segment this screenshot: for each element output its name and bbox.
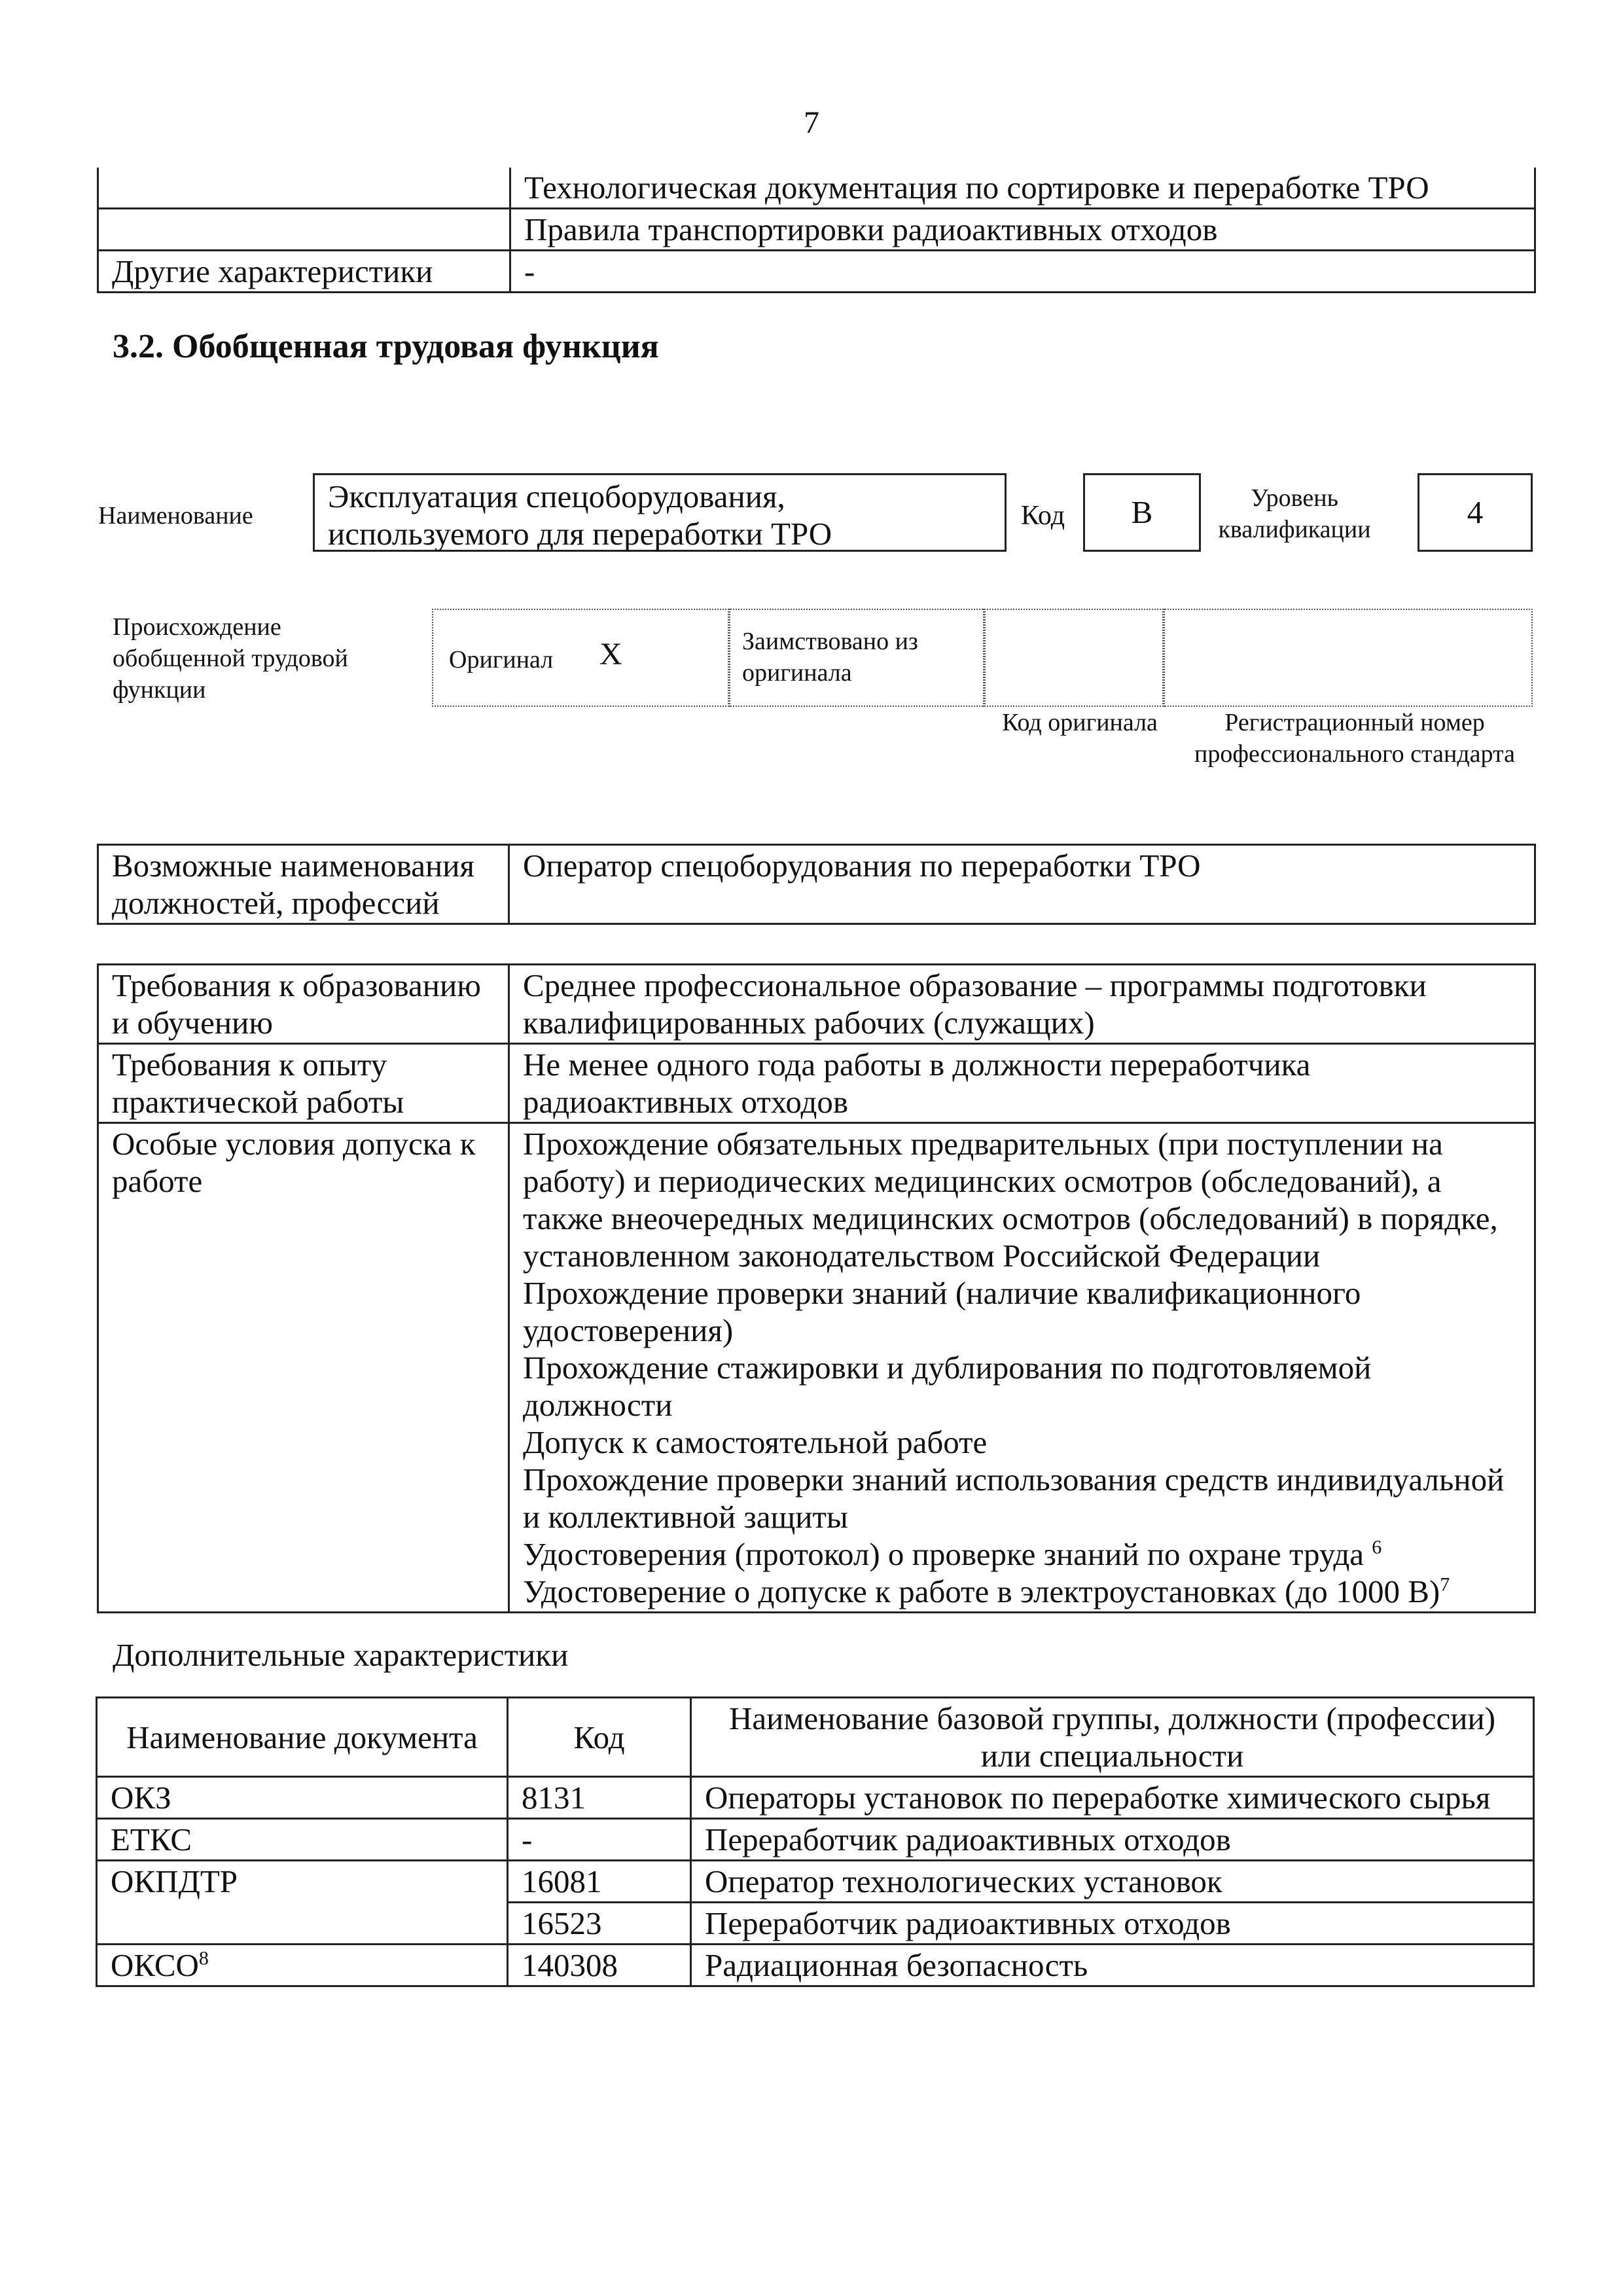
table-cell: ЕТКС (97, 1819, 508, 1861)
requirement-line (523, 1573, 1521, 1610)
footnote-6: 6 (1372, 1536, 1382, 1558)
table-cell: Требования к образованию и обучению (98, 965, 509, 1044)
section-title: 3.2. Обобщенная трудовая функция (113, 328, 659, 365)
additional-table (96, 1696, 1535, 1987)
original-mark: X (599, 637, 622, 672)
table-header-row (97, 1698, 1534, 1777)
code-label: Код (1021, 501, 1065, 531)
additional-title: Дополнительные характеристики (113, 1637, 569, 1673)
level-label: Уровень квалификации (1218, 484, 1371, 543)
table-cell: Особые условия допуска к работе (98, 1123, 509, 1613)
table-cell (509, 1123, 1535, 1613)
table-row (97, 1819, 1534, 1861)
footnote-8: 8 (198, 1947, 209, 1969)
requirement-line: Допуск к самостоятельной работе (523, 1424, 988, 1460)
requirement-line: Прохождение стажировки и дублирования по подготовляемой должности (523, 1350, 1372, 1423)
name-label: Наименование (98, 502, 253, 529)
table-cell (97, 1945, 508, 1986)
page-number: 7 (804, 105, 819, 140)
table-row (98, 1044, 1535, 1123)
table-cell: 140308 (508, 1945, 691, 1986)
table-cell: Требования к опыту практической работы (98, 1044, 509, 1123)
table-cell: Другие характеристики (98, 251, 510, 293)
table-cell: Переработчик радиоактивных отходов (691, 1903, 1534, 1945)
code-value-box (1083, 473, 1201, 552)
table-cell: Правила транспортировки радиоактивных отходов (510, 209, 1535, 251)
code-original-caption: Код оригинала (1002, 709, 1158, 736)
requirement-line: Прохождение проверки знаний (наличие квалификационного удостоверения) (523, 1275, 1361, 1348)
header-cell: Наименование документа (97, 1698, 508, 1777)
table-cell: Не менее одного года работы в должности переработчика радиоактивных отходов (509, 1044, 1535, 1123)
table-row (97, 1777, 1534, 1819)
top-table (97, 168, 1536, 293)
table-row (98, 1123, 1535, 1613)
table-cell: Переработчик радиоактивных отходов (691, 1819, 1534, 1861)
requirement-line: Прохождение проверки знаний использования средств индивидуальной и коллективной защиты (523, 1462, 1505, 1535)
table-cell: Радиационная безопасность (691, 1945, 1534, 1986)
borrowed-label: Заимствовано из оригинала (742, 628, 918, 687)
requirement-text: Удостоверения (протокол) о проверке знаний по охране труда (523, 1536, 1364, 1572)
table-cell: Операторы установок по переработке химического сырья (691, 1777, 1534, 1819)
footnote-7: 7 (1440, 1573, 1450, 1596)
table-cell: Возможные наименования должностей, профессий (98, 845, 509, 924)
header-cell: Наименование базовой группы, должности (профессии) или специальности (691, 1698, 1534, 1777)
requirement-line: Прохождение обязательных предварительных (при поступлении на работу) и периодических медицинских осмотров (обследований), а также внеочередных медицинских осмотров (обследований) в порядке, установленном законодательством Российской Федерации (523, 1126, 1498, 1274)
level-value-box (1418, 473, 1533, 552)
table-cell: Технологическая документация по сортировке и переработке ТРО (510, 168, 1535, 209)
table-row (98, 209, 1535, 251)
table-row (98, 168, 1535, 209)
table-cell: Оператор технологических установок (691, 1861, 1534, 1903)
okso-label: ОКСО (111, 1947, 199, 1983)
table-row (98, 251, 1535, 293)
table-cell: ОКЗ (97, 1777, 508, 1819)
requirements-table (97, 963, 1536, 1613)
table-row (97, 1945, 1534, 1986)
level-value: 4 (1467, 494, 1484, 530)
function-name-box (313, 473, 1007, 552)
original-label: Оригинал (449, 646, 554, 673)
table-cell: Среднее профессиональное образование – программы подготовки квалифицированных рабочих (служащих) (509, 965, 1535, 1044)
origin-label: Происхождение обобщенной трудовой функции (113, 613, 348, 704)
origin-divider-2 (983, 609, 986, 707)
header-cell: Код (508, 1698, 691, 1777)
requirement-line (523, 1535, 1521, 1573)
table-cell: - (508, 1819, 691, 1861)
positions-table (97, 844, 1536, 925)
origin-divider-1 (728, 609, 730, 707)
table-row (98, 845, 1535, 924)
table-cell (98, 209, 510, 251)
table-cell (98, 168, 510, 209)
code-value: В (1131, 494, 1153, 530)
table-cell: - (510, 251, 1535, 293)
table-cell: 16523 (508, 1903, 691, 1945)
table-cell: ОКПДТР (97, 1861, 508, 1945)
table-row (98, 965, 1535, 1044)
function-name-value: Эксплуатация спецоборудования, используемого для переработки ТРО (328, 478, 832, 552)
table-cell: 16081 (508, 1861, 691, 1903)
table-cell: 8131 (508, 1777, 691, 1819)
requirement-text: Удостоверение о допуске к работе в электроустановках (до 1000 В) (523, 1573, 1440, 1609)
origin-divider-3 (1162, 609, 1165, 707)
table-row (97, 1861, 1534, 1903)
table-cell: Оператор спецоборудования по переработки ТРО (509, 845, 1535, 924)
reg-number-caption: Регистрационный номер профессионального стандарта (1194, 709, 1515, 768)
origin-box (432, 609, 1533, 707)
